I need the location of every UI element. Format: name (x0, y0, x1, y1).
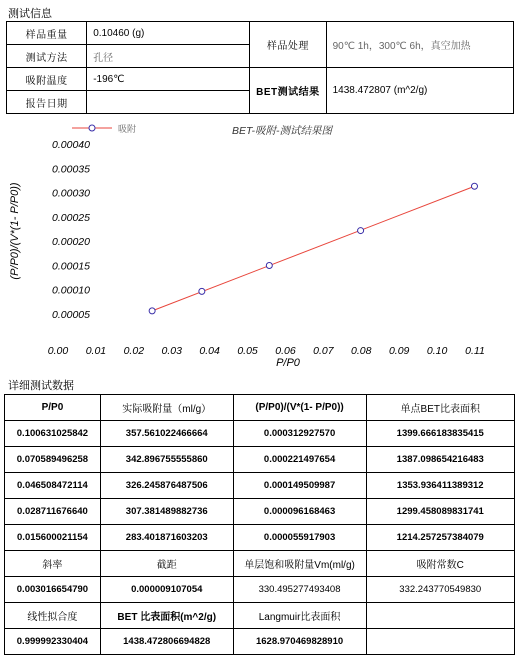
bet-result-label: BET测试结果 (250, 68, 327, 114)
table-row (5, 421, 515, 447)
y-tick-label: 0.00025 (52, 211, 90, 224)
bet-constant-c-value: 332.243770549830 (366, 577, 514, 603)
table-row (5, 629, 515, 655)
table-cell: 283.401871603203 (100, 525, 233, 551)
test-method-label: 测试方法 (7, 45, 87, 68)
table-row (5, 577, 515, 603)
x-axis-ticks (48, 345, 485, 357)
report-date-label: 报告日期 (7, 91, 87, 114)
table-cell: 0.000055917903 (233, 525, 366, 551)
header-bet-surface-area: BET 比表面积(m^2/g) (100, 603, 233, 629)
data-point (149, 308, 155, 314)
bet-result-value: 1438.472807 (m^2/g) (326, 68, 513, 114)
y-axis-label: (P/P0)/(V*(1- P/P0)) (9, 182, 21, 280)
legend-label: 吸附 (118, 124, 137, 134)
header-intercept: 截距 (100, 551, 233, 577)
x-tick-label: 0.03 (161, 345, 182, 357)
table-row (5, 525, 515, 551)
table-cell: 0.028711676640 (5, 499, 101, 525)
chart-legend (72, 123, 136, 134)
bet-chart (0, 112, 519, 370)
table-cell: 0.100631025842 (5, 421, 101, 447)
y-tick-label: 0.00015 (52, 260, 90, 273)
header-single-point-bet: 单点BET比表面积 (366, 395, 514, 421)
table-row (5, 499, 515, 525)
sample-weight-label: 样品重量 (7, 22, 87, 45)
info-table (6, 21, 514, 114)
report-date-value (87, 91, 250, 114)
table-cell: 0.015600021154 (5, 525, 101, 551)
y-tick-label: 0.00005 (52, 308, 90, 321)
table-cell: 0.046508472114 (5, 473, 101, 499)
x-axis-label: P/P0 (276, 357, 300, 369)
x-tick-label: 0.00 (47, 345, 69, 357)
adsorption-temp-label: 吸附温度 (7, 68, 87, 91)
bet-surface-area-value: 1438.472806694828 (100, 629, 233, 655)
table-row (5, 447, 515, 473)
header-slope: 斜率 (5, 551, 101, 577)
legend-marker (89, 125, 95, 131)
monolayer-vm-value: 330.495277493408 (233, 577, 366, 603)
x-tick-label: 0.08 (351, 345, 372, 357)
linear-fit-value: 0.999992330404 (5, 629, 101, 655)
table-row (5, 473, 515, 499)
slope-value: 0.003016654790 (5, 577, 101, 603)
detail-table (4, 394, 515, 655)
test-method-value: 孔径 (87, 45, 250, 68)
y-tick-label: 0.00030 (52, 187, 90, 200)
data-point (358, 228, 364, 234)
x-tick-label: 0.01 (85, 345, 107, 357)
table-cell: 0.000149509987 (233, 473, 366, 499)
header-monolayer-vm: 单层饱和吸附量Vm(ml/g) (233, 551, 366, 577)
table-cell: 307.381489882736 (100, 499, 233, 525)
sample-weight-value: 0.10460 (g) (87, 22, 250, 45)
table-cell: 0.000221497654 (233, 447, 366, 473)
langmuir-area-value: 1628.970469828910 (233, 629, 366, 655)
table-cell: 326.245876487506 (100, 473, 233, 499)
header-bet-transform: (P/P0)/(V*(1- P/P0)) (233, 395, 366, 421)
y-tick-label: 0.00040 (52, 139, 90, 151)
x-tick-label: 0.09 (388, 345, 410, 357)
header-langmuir-area: Langmuir比表面积 (233, 603, 366, 629)
data-point (199, 288, 205, 294)
x-tick-label: 0.07 (313, 345, 334, 357)
table-cell: 0.000096168463 (233, 499, 366, 525)
x-tick-label: 0.05 (237, 345, 258, 357)
intercept-value: 0.000009107054 (100, 577, 233, 603)
header-pp0: P/P0 (5, 395, 101, 421)
chart-title: BET-吸附-测试结果图 (232, 125, 332, 137)
data-point (266, 262, 272, 268)
adsorption-temp-value: -196℃ (87, 68, 250, 91)
empty-cell (366, 603, 514, 629)
header-linear-fit: 线性拟合度 (5, 603, 101, 629)
data-point (471, 183, 477, 189)
x-tick-label: 0.10 (426, 345, 448, 357)
header-bet-constant-c: 吸附常数C (366, 551, 514, 577)
info-section-title: 测试信息 (8, 8, 52, 20)
x-tick-label: 0.11 (465, 345, 485, 357)
table-cell: 1387.098654216483 (366, 447, 514, 473)
y-tick-label: 0.00020 (52, 236, 90, 248)
table-cell: 1299.458089831741 (366, 499, 514, 525)
table-cell: 0.000312927570 (233, 421, 366, 447)
y-tick-label: 0.00010 (52, 284, 90, 297)
treatment-label: 样品处理 (250, 22, 327, 68)
treatment-value: 90℃ 1h，300℃ 6h，真空加热 (326, 22, 513, 68)
empty-cell (366, 629, 514, 655)
detail-section-title: 详细测试数据 (8, 380, 74, 392)
table-cell: 342.896755555860 (100, 447, 233, 473)
table-cell: 1353.936411389312 (366, 473, 514, 499)
header-adsorbed-amount: 实际吸附量（ml/g） (100, 395, 233, 421)
table-cell: 1214.257257384079 (366, 525, 514, 551)
table-cell: 1399.666183835415 (366, 421, 514, 447)
x-tick-label: 0.02 (123, 345, 145, 357)
y-tick-label: 0.00035 (52, 163, 90, 176)
x-tick-label: 0.04 (199, 345, 220, 357)
x-tick-label: 0.06 (275, 345, 296, 357)
table-cell: 0.070589496258 (5, 447, 101, 473)
y-axis-ticks (52, 139, 90, 321)
table-cell: 357.561022466664 (100, 421, 233, 447)
